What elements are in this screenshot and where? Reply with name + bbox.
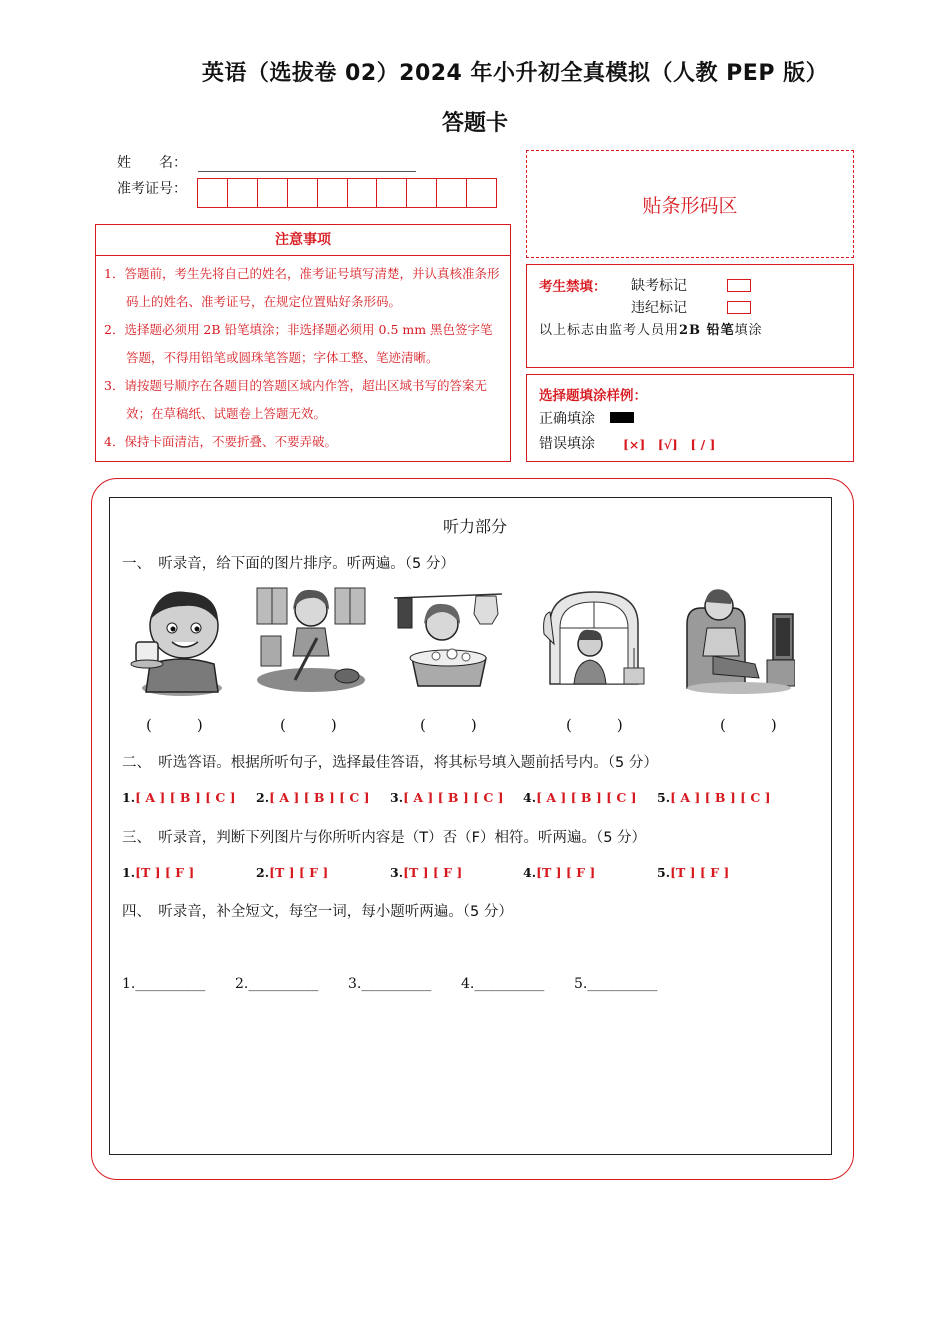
note-suffix: 填涂 <box>734 323 763 338</box>
part2-question[interactable] <box>657 790 771 805</box>
answer-blank[interactable]: 3.__________ <box>348 976 432 992</box>
abc-options[interactable]: [ A ] [ B ] [ C ] <box>403 790 504 805</box>
girl-vacuuming-picture <box>255 584 367 696</box>
absent-mark[interactable] <box>727 279 751 292</box>
id-number-grid[interactable] <box>197 178 497 208</box>
id-label: 准考证号： <box>117 181 187 197</box>
fill-example-box <box>526 374 854 462</box>
name-label: 姓 名： <box>117 155 187 171</box>
absent-label: 缺考标记 <box>631 278 687 294</box>
question-number: 4. <box>523 865 537 880</box>
part2-question[interactable] <box>256 790 370 805</box>
part2-question[interactable] <box>523 790 637 805</box>
tf-options[interactable]: [T ] [ F ] <box>135 865 195 880</box>
abc-options[interactable]: [ A ] [ B ] [ C ] <box>670 790 771 805</box>
answer-blank[interactable]: 4.__________ <box>461 976 545 992</box>
barcode-area <box>526 150 854 258</box>
id-cell[interactable] <box>288 179 318 207</box>
question-number: 3. <box>390 790 404 805</box>
question-number: 2. <box>256 790 270 805</box>
picture-order-blank[interactable]: ( ) <box>720 716 777 734</box>
picture-order-blank[interactable]: ( ) <box>146 716 203 734</box>
abc-options[interactable]: [ A ] [ B ] [ C ] <box>135 790 236 805</box>
id-cell[interactable] <box>228 179 258 207</box>
barcode-area-label: 贴条形码区 <box>642 194 738 217</box>
name-field[interactable] <box>198 170 416 172</box>
id-cell[interactable] <box>467 179 496 207</box>
id-cell[interactable] <box>437 179 467 207</box>
prohibited-note <box>539 319 763 338</box>
note-prefix: 以上标志由监考人员用 <box>539 323 680 338</box>
wrong-fill-samples: [×] [√] [ / ] <box>623 437 716 452</box>
correct-label: 正确填涂 <box>539 411 595 427</box>
notice-item: 1．答题前，考生先将自己的姓名，准考证号填写清楚，并认真核准条形码上的姓名、准考证号，在规定位置贴好条形码。 <box>104 266 500 309</box>
part1-title: 一、 听录音，给下面的图片排序。听两遍。（5 分） <box>122 556 455 572</box>
picture-order-blank[interactable]: ( ) <box>280 716 337 734</box>
violation-label: 违纪标记 <box>631 300 687 316</box>
question-number: 5. <box>657 790 671 805</box>
tf-options[interactable]: [T ] [ F ] <box>269 865 329 880</box>
question-number: 3. <box>390 865 404 880</box>
part3-question[interactable] <box>523 865 595 880</box>
abc-options[interactable]: [ A ] [ B ] [ C ] <box>269 790 370 805</box>
question-number: 1. <box>122 790 136 805</box>
correct-fill-sample <box>610 412 634 423</box>
note-bold: 2B 铅笔 <box>679 323 735 338</box>
violation-mark[interactable] <box>727 301 751 314</box>
tf-options[interactable]: [T ] [ F ] <box>670 865 730 880</box>
man-watching-tv-picture <box>683 584 795 696</box>
prohibited-box <box>526 264 854 368</box>
tf-options[interactable]: [T ] [ F ] <box>403 865 463 880</box>
part3-question[interactable] <box>122 865 194 880</box>
tf-options[interactable]: [T ] [ F ] <box>536 865 596 880</box>
part3-question[interactable] <box>256 865 328 880</box>
part4-title: 四、 听录音，补全短文，每空一词，每小题听两遍。（5 分） <box>122 904 513 920</box>
notice-item: 2．选择题必须用 2B 铅笔填涂；非选择题必须用 0.5 mm 黑色签字笔答题，不得用铅笔或圆珠笔答题；字体工整、笔迹清晰。 <box>104 322 493 365</box>
page-title: 英语（选拔卷 02）2024 年小升初全真模拟（人教 PEP 版） <box>201 61 829 86</box>
part2-question[interactable] <box>122 790 236 805</box>
answer-blank[interactable]: 5.__________ <box>574 976 658 992</box>
notice-item: 4．保持卡面清洁，不要折叠、不要弄破。 <box>104 434 337 449</box>
boy-with-drink-picture <box>122 584 234 696</box>
girl-washing-clothes-picture <box>392 584 504 696</box>
answer-blank[interactable]: 2.__________ <box>235 976 319 992</box>
question-number: 4. <box>523 790 537 805</box>
part3-question[interactable] <box>657 865 729 880</box>
picture-order-blank[interactable]: ( ) <box>566 716 623 734</box>
abc-options[interactable]: [ A ] [ B ] [ C ] <box>536 790 637 805</box>
id-cell[interactable] <box>377 179 407 207</box>
notice-title: 注意事项 <box>96 225 510 256</box>
part3-title: 三、 听录音，判断下列图片与你所听内容是（T）否（F）相符。听两遍。（5 分） <box>122 830 647 846</box>
answer-blank[interactable]: 1.__________ <box>122 976 206 992</box>
fill-example-title: 选择题填涂样例： <box>539 388 647 404</box>
part3-question[interactable] <box>390 865 462 880</box>
id-cell[interactable] <box>258 179 288 207</box>
question-number: 5. <box>657 865 671 880</box>
picture-order-blank[interactable]: ( ) <box>420 716 477 734</box>
id-cell[interactable] <box>318 179 348 207</box>
wrong-label: 错误填涂 <box>539 436 595 452</box>
id-cell[interactable] <box>348 179 378 207</box>
id-cell[interactable] <box>198 179 228 207</box>
part2-title: 二、 听选答语。根据所听句子，选择最佳答语，将其标号填入题前括号内。（5 分） <box>122 755 658 771</box>
question-number: 1. <box>122 865 136 880</box>
part2-question[interactable] <box>390 790 504 805</box>
prohibited-label: 考生禁填： <box>539 279 607 295</box>
page-subtitle: 答题卡 <box>441 111 508 136</box>
notice-box <box>95 224 511 462</box>
question-number: 2. <box>256 865 270 880</box>
id-cell[interactable] <box>407 179 437 207</box>
notice-item: 3．请按题号顺序在各题目的答题区域内作答，超出区域书写的答案无效；在草稿纸、试题卷上答题无效。 <box>104 378 487 421</box>
listening-title: 听力部分 <box>442 517 507 536</box>
man-at-window-picture <box>538 584 650 696</box>
